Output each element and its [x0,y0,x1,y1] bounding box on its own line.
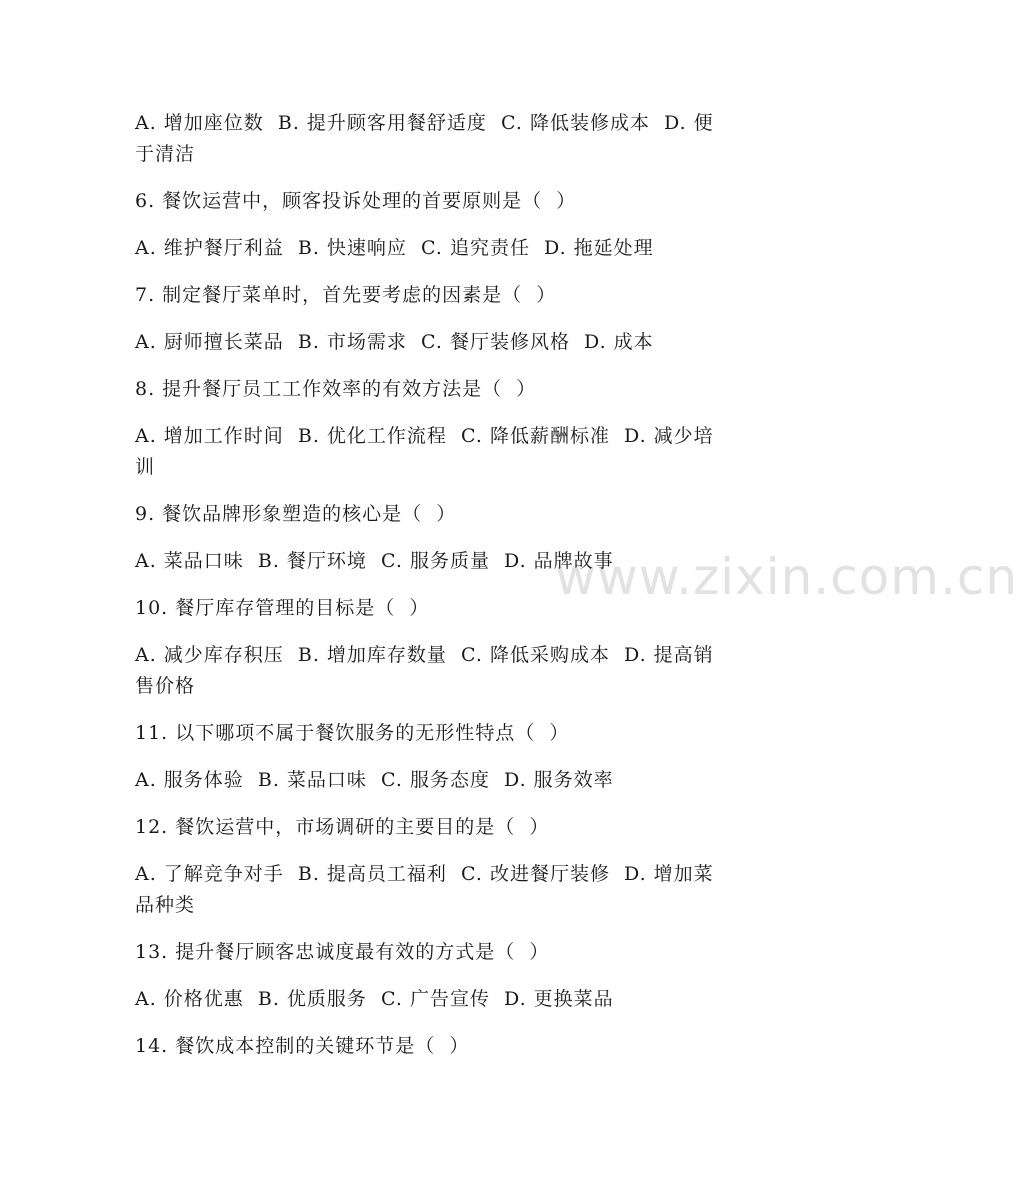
options-9: A. 菜品口味 B. 餐厅环境 C. 服务质量 D. 品牌故事 [135,550,614,572]
question-13: 13. 提升餐厅顾客忠诚度最有效的方式是（ ） [135,941,550,963]
options-6: A. 维护餐厅利益 B. 快速响应 C. 追究责任 D. 拖延处理 [135,237,654,259]
options-12-line-2: 品种类 [135,894,196,916]
options-7: A. 厨师擅长菜品 B. 市场需求 C. 餐厅装修风格 D. 成本 [135,331,654,353]
options-13: A. 价格优惠 B. 优质服务 C. 广告宣传 D. 更换菜品 [135,988,614,1010]
options-8-line-1: A. 增加工作时间 B. 优化工作流程 C. 降低薪酬标准 D. 减少培 [135,425,714,447]
options-5-line-2: 于清洁 [135,143,196,165]
question-7: 7. 制定餐厅菜单时，首先要考虑的因素是（ ） [135,284,557,306]
options-10-line-2: 售价格 [135,675,196,697]
options-10-line-1: A. 减少库存积压 B. 增加库存数量 C. 降低采购成本 D. 提高销 [135,644,714,666]
question-12: 12. 餐饮运营中，市场调研的主要目的是（ ） [135,816,550,838]
question-14: 14. 餐饮成本控制的关键环节是（ ） [135,1035,470,1057]
options-8-line-2: 训 [135,456,156,478]
question-10: 10. 餐厅库存管理的目标是（ ） [135,597,430,619]
question-6: 6. 餐饮运营中，顾客投诉处理的首要原则是（ ） [135,190,577,212]
question-9: 9. 餐饮品牌形象塑造的核心是（ ） [135,503,457,525]
watermark: www.zixin.com.cn [555,548,1018,606]
question-list [135,108,775,1062]
options-12-line-1: A. 了解竞争对手 B. 提高员工福利 C. 改进餐厅装修 D. 增加菜 [135,863,714,885]
options-11: A. 服务体验 B. 菜品口味 C. 服务态度 D. 服务效率 [135,769,614,791]
question-8: 8. 提升餐厅员工工作效率的有效方法是（ ） [135,378,537,400]
options-5-line-1: A. 增加座位数 B. 提升顾客用餐舒适度 C. 降低装修成本 D. 便 [135,112,714,134]
question-11: 11. 以下哪项不属于餐饮服务的无形性特点（ ） [135,722,570,744]
